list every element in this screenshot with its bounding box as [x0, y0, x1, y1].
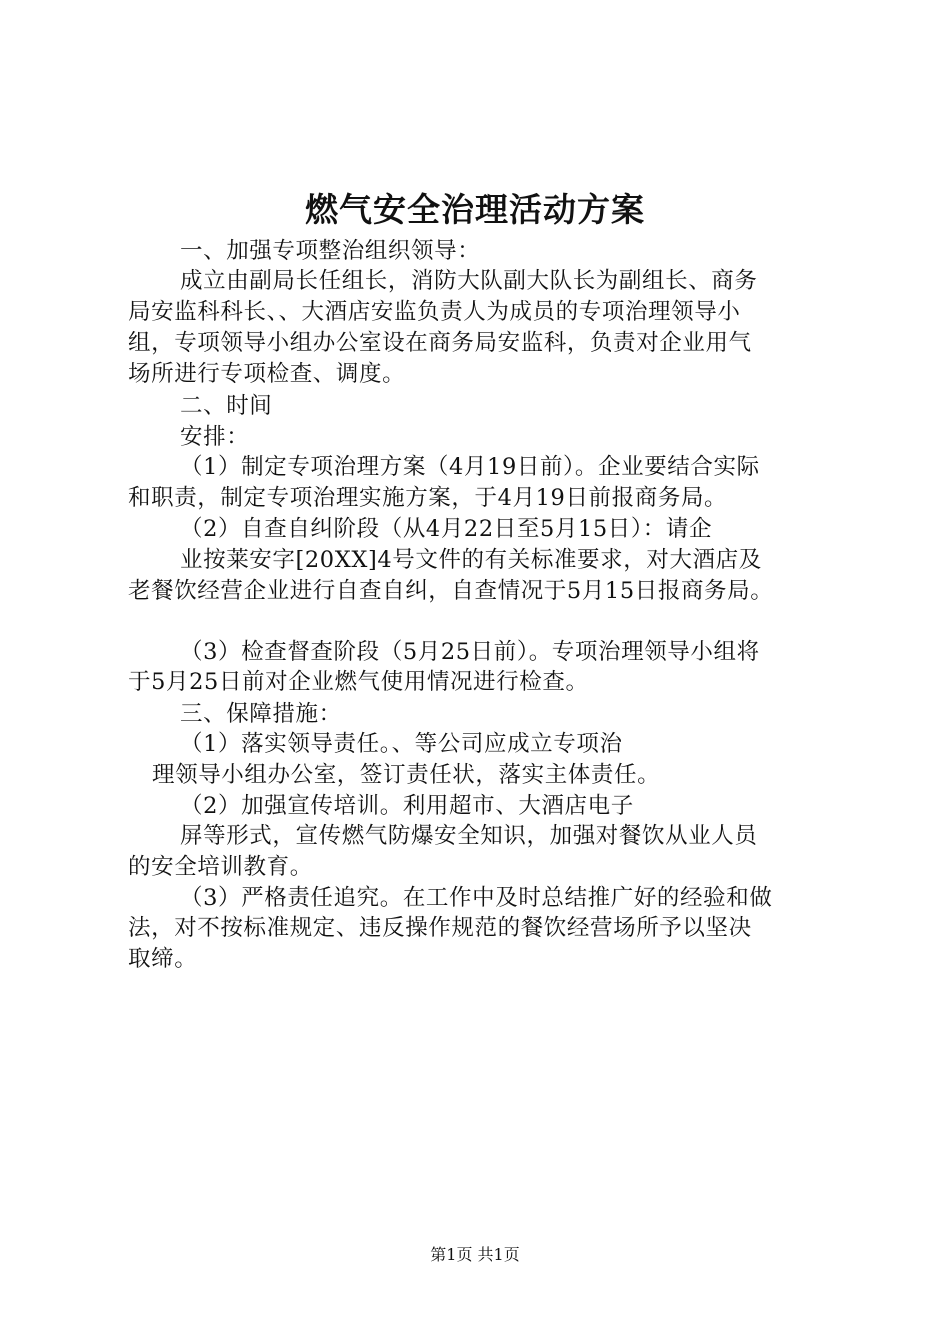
paragraph-line: 法，对不按标准规定、违反操作规范的餐饮经营场所予以坚决	[128, 915, 752, 941]
paragraph-line: 安排：	[180, 424, 250, 450]
paragraph-line: （2）自查自纠阶段（从4月22日至5月15日）：请企	[180, 516, 713, 542]
paragraph-line: 业按莱安字[20XX]4号文件的有关标准要求，对大酒店及	[180, 547, 762, 573]
document-title: 燃气安全治理活动方案	[305, 190, 645, 229]
paragraph-line: 成立由副局长任组长，消防大队副大队长为副组长、商务	[180, 268, 758, 294]
paragraph-line: 和职责，制定专项治理实施方案，于4月19日前报商务局。	[128, 485, 728, 511]
paragraph-line: 组，专项领导小组办公室设在商务局安监科，负责对企业用气	[128, 330, 752, 356]
page-footer: 第1页 共1页	[430, 1245, 520, 1264]
paragraph-line: （3）严格责任追究。在工作中及时总结推广好的经验和做	[180, 885, 773, 911]
paragraph-line: 于5月25日前对企业燃气使用情况进行检查。	[128, 669, 589, 695]
section-heading-3: 三、保障措施：	[180, 701, 342, 727]
paragraph-line: 取缔。	[128, 946, 198, 972]
paragraph-line: 局安监科科长、、大酒店安监负责人为成员的专项治理领导小	[128, 299, 741, 325]
paragraph-line: （1）落实领导责任。、等公司应成立专项治	[180, 731, 623, 757]
paragraph-line: （2）加强宣传培训。利用超市、大酒店电子	[180, 793, 634, 819]
paragraph-line: （3）检查督查阶段（5月25日前）。专项治理领导小组将	[180, 639, 760, 665]
paragraph-line: 老餐饮经营企业进行自查自纠，自查情况于5月15日报商务局。	[128, 578, 774, 604]
section-heading-1: 一、加强专项整治组织领导：	[180, 238, 481, 264]
paragraph-line: 理领导小组办公室，签订责任状，落实主体责任。	[152, 762, 661, 788]
paragraph-line: 屏等形式，宣传燃气防爆安全知识，加强对餐饮从业人员	[180, 823, 758, 849]
section-heading-2: 二、时间	[180, 393, 273, 419]
paragraph-line: 场所进行专项检查、调度。	[128, 361, 406, 387]
paragraph-line: （1）制定专项治理方案（4月19日前）。企业要结合实际	[180, 454, 760, 480]
paragraph-line: 的安全培训教育。	[128, 854, 313, 880]
